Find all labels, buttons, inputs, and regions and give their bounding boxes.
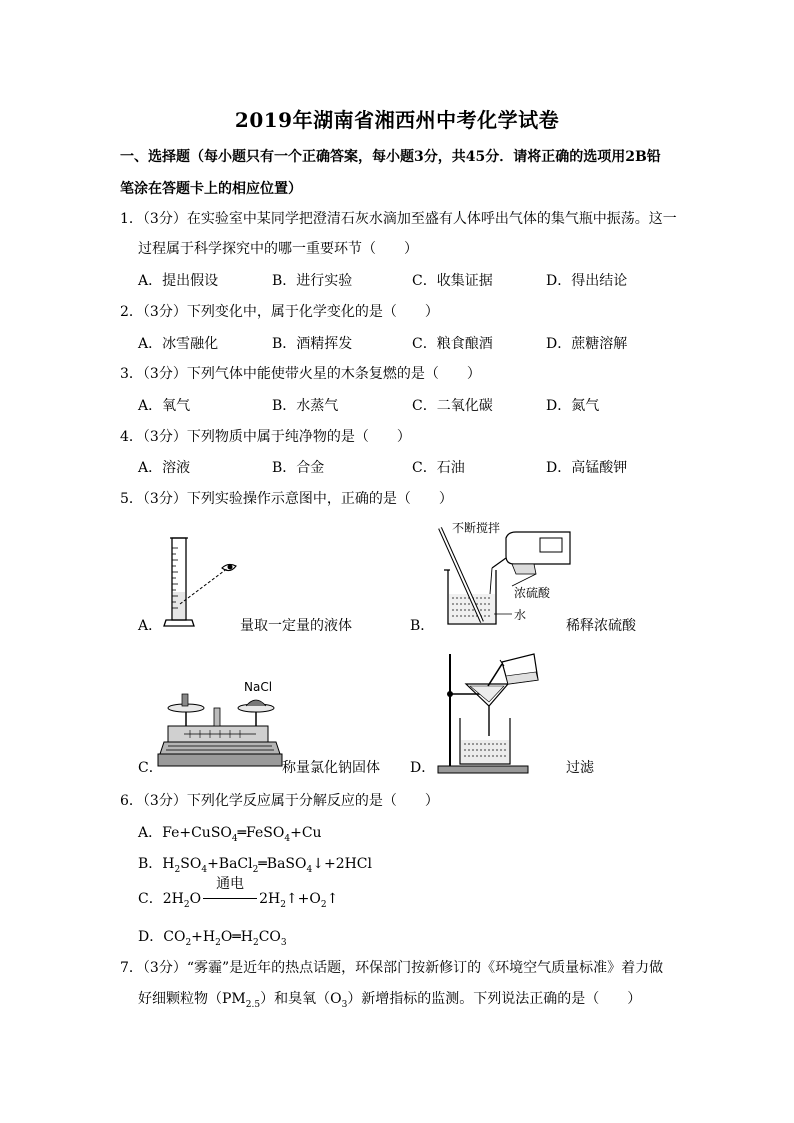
q1-option-b: B．进行实验 <box>272 273 353 289</box>
q6-option-a: A．Fe+CuSO$_4$═FeSO$_4$+Cu <box>138 825 322 844</box>
q7-stem-line2: 好细颗粒物$(PM_{2.5})$和臭氧$(O_3)$新增指标的监测。下列说法正确的是（ ） <box>138 991 642 1010</box>
q1-stem-line2: 过程属于科学探究中的哪一重要环节（ ） <box>138 241 418 257</box>
q2-option-a: A．冰雪融化 <box>138 336 219 352</box>
balance-illustration <box>160 690 282 772</box>
q3-option-c: C．二氧化碳 <box>412 398 493 414</box>
q1-option-c: C．收集证据 <box>412 273 493 289</box>
q5-b-acid-label: 浓硫酸 <box>514 586 551 600</box>
q4-option-b: B．合金 <box>272 460 325 476</box>
q2-option-b: B．酒精挥发 <box>272 336 353 352</box>
graduated-cylinder-illustration <box>160 534 240 629</box>
q5-c-nacl-label: NaCl <box>244 680 273 694</box>
q1-stem-line1: 1．（3分）在实验室中某同学把澄清石灰水滴加至盛有人体呼出气体的集气瓶中振荡。这一 <box>120 211 677 227</box>
q6-option-d: D．$CO_2+H_2O═H_2CO_3$ <box>138 929 287 948</box>
q5-option-a-caption: 量取一定量的液体 <box>240 618 352 634</box>
reaction-condition-arrow: 通电 <box>201 889 259 903</box>
q2-option-d: D．蔗糖溶解 <box>546 336 628 352</box>
q1-option-d: D．得出结论 <box>546 273 628 289</box>
q5-b-stir-label: 不断搅拌 <box>452 521 501 535</box>
q5-option-a-letter: A． <box>138 618 163 634</box>
q3-option-b: B．水蒸气 <box>272 398 339 414</box>
q5-option-b-caption: 稀释浓硫酸 <box>566 618 636 634</box>
q5-b-water-label: 水 <box>514 608 527 622</box>
q4-option-c: C．石油 <box>412 460 465 476</box>
q4-stem: 4．（3分）下列物质中属于纯净物的是（ ） <box>120 429 411 445</box>
q7-stem-line1: 7．（3分）“雾霾”是近年的热点话题，环保部门按新修订的《环境空气质量标准》着力做 <box>120 960 664 976</box>
section-heading-line2: 笔涂在答题卡上的相应位置） <box>120 181 302 197</box>
filtration-illustration <box>436 652 546 778</box>
section-heading-line1: 一、选择题（每小题只有一个正确答案，每小题3分，共45分．请将正确的选项用2B铅 <box>120 149 661 165</box>
q5-option-c-letter: C． <box>138 760 163 776</box>
q3-option-d: D．氮气 <box>546 398 600 414</box>
q4-option-d: D．高锰酸钾 <box>546 460 628 476</box>
q6-option-b: B．$H_2SO_4+BaCl_2═BaSO_4↓+2HCl$ <box>138 856 373 875</box>
q5-stem: 5．（3分）下列实验操作示意图中，正确的是（ ） <box>120 491 453 507</box>
q5-option-d-letter: D． <box>410 760 436 776</box>
q1-option-a: A．提出假设 <box>138 273 219 289</box>
q2-option-c: C．粮食酿酒 <box>412 336 493 352</box>
q6-option-c: C．$2H_2O$ 通电 $2H_2↑+O_2↑$ <box>138 876 339 910</box>
q5-option-d-caption: 过滤 <box>566 760 594 776</box>
q4-option-a: A．溶液 <box>138 460 191 476</box>
q5-option-c-caption: 称量氯化钠固体 <box>282 760 380 776</box>
q3-option-a: A．氧气 <box>138 398 191 414</box>
q3-stem: 3．（3分）下列气体中能使带火星的木条复燃的是（ ） <box>120 366 481 382</box>
q5-option-b-letter: B． <box>410 618 435 634</box>
page-title: 2019年湖南省湘西州中考化学试卷 <box>234 108 560 132</box>
q6-stem: 6．（3分）下列化学反应属于分解反应的是（ ） <box>120 793 439 809</box>
q2-stem: 2．（3分）下列变化中，属于化学变化的是（ ） <box>120 304 439 320</box>
